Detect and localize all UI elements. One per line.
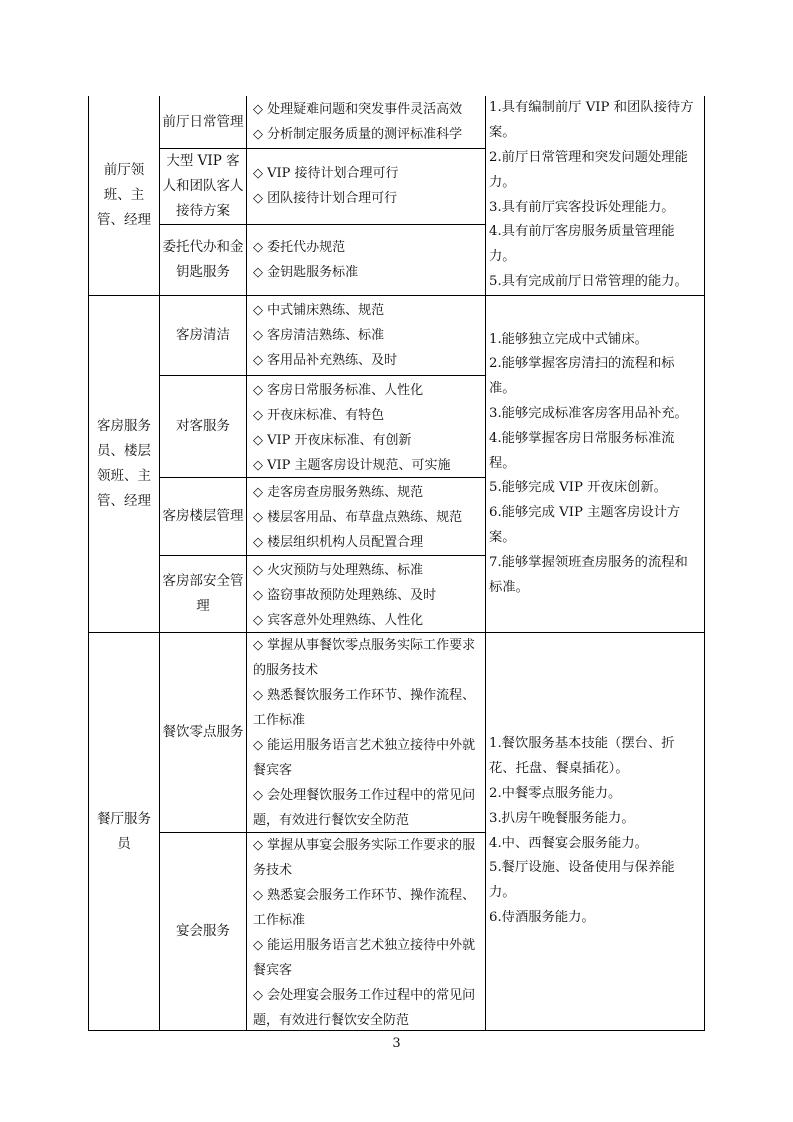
task-label: 餐饮零点服务 [162, 724, 244, 740]
role-cell [89, 633, 159, 1030]
task-cell [160, 296, 246, 375]
standard-cell [247, 149, 485, 224]
role-cell [89, 296, 159, 632]
ability-item: 6.能够完成 VIP 主题客房设计方案。 [489, 505, 681, 545]
task-label: 大型 VIP 客人和团队客人接待方案 [162, 153, 244, 219]
ability-item: 5.能够完成 VIP 开夜床创新。 [489, 480, 667, 496]
task-cell [160, 556, 246, 632]
task-label: 客房楼层管理 [162, 508, 244, 524]
standard-item: ◇ 委托代办规范 [253, 240, 346, 255]
ability-item: 2.能够掌握客房清扫的流程和标准。 [489, 356, 675, 397]
ability-item: 5.具有完成前厅日常管理的能力。 [489, 273, 688, 289]
standard-item: ◇ 开夜床标准、有特色 [253, 408, 385, 423]
standard-item: ◇ 楼层组织机构人员配置合理 [253, 535, 424, 550]
standard-cell [247, 376, 485, 477]
ability-item: 4.能够掌握客房日常服务标准流程。 [489, 430, 675, 471]
standard-item: ◇ 客用品补充熟练、及时 [253, 353, 398, 368]
task-cell [160, 478, 246, 555]
ability-item: 2.前厅日常管理和突发问题处理能力。 [489, 149, 688, 190]
task-cell [160, 225, 246, 295]
standard-cell [247, 225, 485, 295]
role-cell [89, 96, 159, 295]
ability-item: 6.侍酒服务能力。 [489, 909, 595, 925]
standard-item: ◇ 熟悉宴会服务工作环节、操作流程、工作标准 [253, 888, 476, 928]
standard-item: ◇ 客房清洁熟练、标准 [253, 328, 385, 343]
standard-cell [247, 556, 485, 632]
task-label: 客房清洁 [176, 327, 230, 343]
task-cell [160, 376, 246, 477]
ability-item: 1.具有编制前厅 VIP 和团队接待方案。 [489, 100, 694, 141]
task-label: 前厅日常管理 [162, 113, 244, 130]
table-border-right [704, 96, 705, 1031]
task-label: 对客服务 [176, 418, 230, 434]
standard-cell [247, 296, 485, 375]
ability-item: 2.中餐零点服务能力。 [489, 785, 622, 801]
task-label: 宴会服务 [176, 923, 230, 939]
standard-item: ◇ VIP 主题客房设计规范、可实施 [253, 458, 451, 473]
task-cell [160, 633, 246, 832]
standard-item: ◇ 掌握从事宴会服务实际工作要求的服务技术 [253, 838, 476, 878]
ability-cell [486, 633, 704, 1030]
task-label: 委托代办和金钥匙服务 [162, 239, 244, 280]
standard-cell [247, 833, 485, 1030]
standard-item: ◇ 团队接待计划合理可行 [253, 191, 398, 206]
standard-item: ◇ 金钥匙服务标准 [253, 265, 359, 280]
standard-item: ◇ 处理疑难问题和突发事件灵活高效 [253, 102, 463, 117]
standard-item: ◇ 会处理宴会服务工作过程中的常见问题，有效进行餐饮安全防范 [253, 988, 476, 1028]
ability-item: 3.具有前厅宾客投诉处理能力。 [489, 199, 675, 215]
standard-cell [247, 633, 485, 832]
role-label: 客房服务员、楼层领班、主管、经理 [97, 418, 151, 509]
task-cell [160, 96, 246, 148]
ability-cell [486, 96, 704, 295]
role-label: 前厅领班、主管、经理 [97, 162, 151, 228]
standard-item: ◇ VIP 接待计划合理可行 [253, 166, 399, 181]
ability-item: 3.能够完成标准客房客用品补充。 [489, 406, 688, 421]
ability-item: 1.餐饮服务基本技能（摆台、折花、托盘、餐桌插花）。 [489, 736, 675, 777]
standard-item: ◇ 客房日常服务标准、人性化 [253, 383, 424, 398]
standard-item: ◇ 掌握从事餐饮零点服务实际工作要求的服务技术 [253, 638, 476, 678]
role-label: 餐厅服务员 [97, 810, 151, 852]
task-cell [160, 833, 246, 1030]
task-label: 客房部安全管理 [162, 573, 244, 614]
ability-item: 7.能够掌握领班查房服务的流程和标准。 [489, 554, 688, 595]
standard-item: ◇ 楼层客用品、布草盘点熟练、规范 [253, 510, 463, 525]
standard-item: ◇ 火灾预防与处理熟练、标准 [253, 563, 424, 578]
standard-item: ◇ VIP 开夜床标准、有创新 [253, 433, 412, 448]
ability-cell [486, 296, 704, 632]
standard-cell [247, 478, 485, 555]
standard-item: ◇ 盗窃事故预防处理熟练、及时 [253, 588, 437, 603]
standard-item: ◇ 走客房查房服务熟练、规范 [253, 485, 424, 500]
standard-item: ◇ 分析制定服务质量的测评标准科学 [253, 127, 463, 142]
standard-item: ◇ 宾客意外处理熟练、人性化 [253, 613, 424, 628]
ability-item: 4.具有前厅客房服务质量管理能力。 [489, 224, 675, 265]
ability-item: 1.能够独立完成中式铺床。 [489, 331, 648, 347]
standard-item: ◇ 能运用服务语言艺术独立接待中外就餐宾客 [253, 738, 476, 778]
ability-item: 3.扒房午晚餐服务能力。 [489, 810, 635, 826]
standard-item: ◇ 能运用服务语言艺术独立接待中外就餐宾客 [253, 938, 476, 978]
ability-item: 4.中、西餐宴会服务能力。 [489, 835, 648, 851]
standard-item: ◇ 会处理餐饮服务工作过程中的常见问题，有效进行餐饮安全防范 [253, 788, 476, 828]
page-number: 3 [392, 1036, 401, 1051]
standard-cell [247, 96, 485, 148]
task-cell [160, 149, 246, 224]
standard-item: ◇ 熟悉餐饮服务工作环节、操作流程、工作标准 [253, 688, 476, 728]
ability-item: 5.餐厅设施、设备使用与保养能力。 [489, 860, 675, 901]
standard-item: ◇ 中式铺床熟练、规范 [253, 303, 385, 318]
